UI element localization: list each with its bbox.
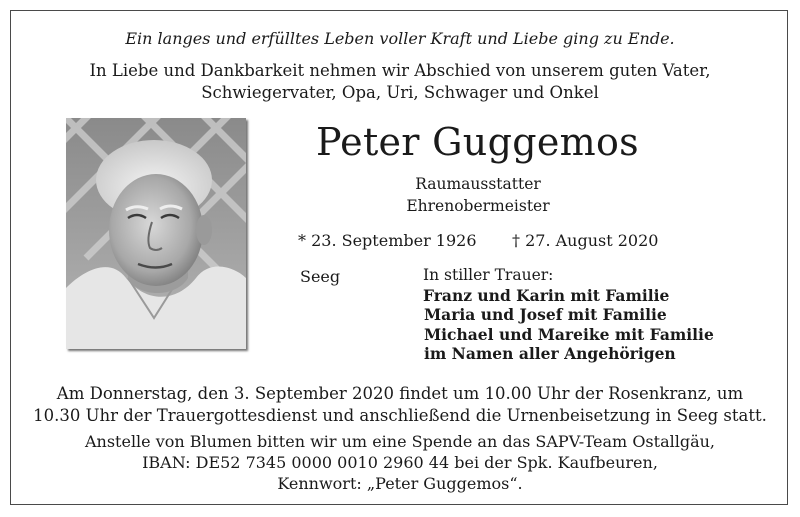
donation-line: IBAN: DE52 7345 0000 0010 2960 44 bei der Spk. Kaufbeuren,: [142, 453, 658, 472]
notice-line: 10.30 Uhr der Trauergottesdienst und anschließend die Urnenbeisetzung in Seeg statt.: [33, 405, 767, 425]
intro-text: [0, 60, 800, 104]
mourners-heading: In stiller Trauer:: [423, 266, 554, 284]
mourner-family: Michael und Mareike mit Familie: [424, 324, 714, 344]
mourner-family: im Namen aller Angehörigen: [424, 344, 676, 363]
mourner-family: Maria und Josef mit Familie: [424, 305, 667, 324]
deceased-titles: [328, 173, 628, 217]
death-date: † 27. August 2020: [512, 231, 659, 250]
intro-line: In Liebe und Dankbarkeit nehmen wir Abschied von unserem guten Vater,: [89, 61, 711, 80]
ceremony-notice: [0, 383, 800, 426]
mourner-family: Franz und Karin mit Familie: [423, 285, 670, 305]
motto-text: Ein langes und erfülltes Leben voller Kraft und Liebe ging zu Ende.: [125, 29, 675, 48]
mourners-block: [423, 266, 714, 364]
portrait-photo: [66, 118, 246, 349]
donation-line: Kennwort: „Peter Guggemos“.: [277, 474, 523, 493]
notice-line: Am Donnerstag, den 3. September 2020 findet um 10.00 Uhr der Rosenkranz, um: [56, 384, 744, 403]
deceased-title: Raumausstatter: [415, 175, 541, 193]
donation-notice: [0, 431, 800, 494]
intro-line: Schwiegervater, Opa, Uri, Schwager und Onkel: [201, 83, 599, 102]
deceased-title: Ehrenobermeister: [406, 197, 550, 215]
deceased-name: Peter Guggemos: [316, 120, 639, 164]
place-text: Seeg: [300, 267, 341, 286]
donation-line: Anstelle von Blumen bitten wir um eine Spende an das SAPV-Team Ostallgäu,: [84, 432, 716, 451]
birth-date: * 23. September 1926: [298, 231, 477, 250]
